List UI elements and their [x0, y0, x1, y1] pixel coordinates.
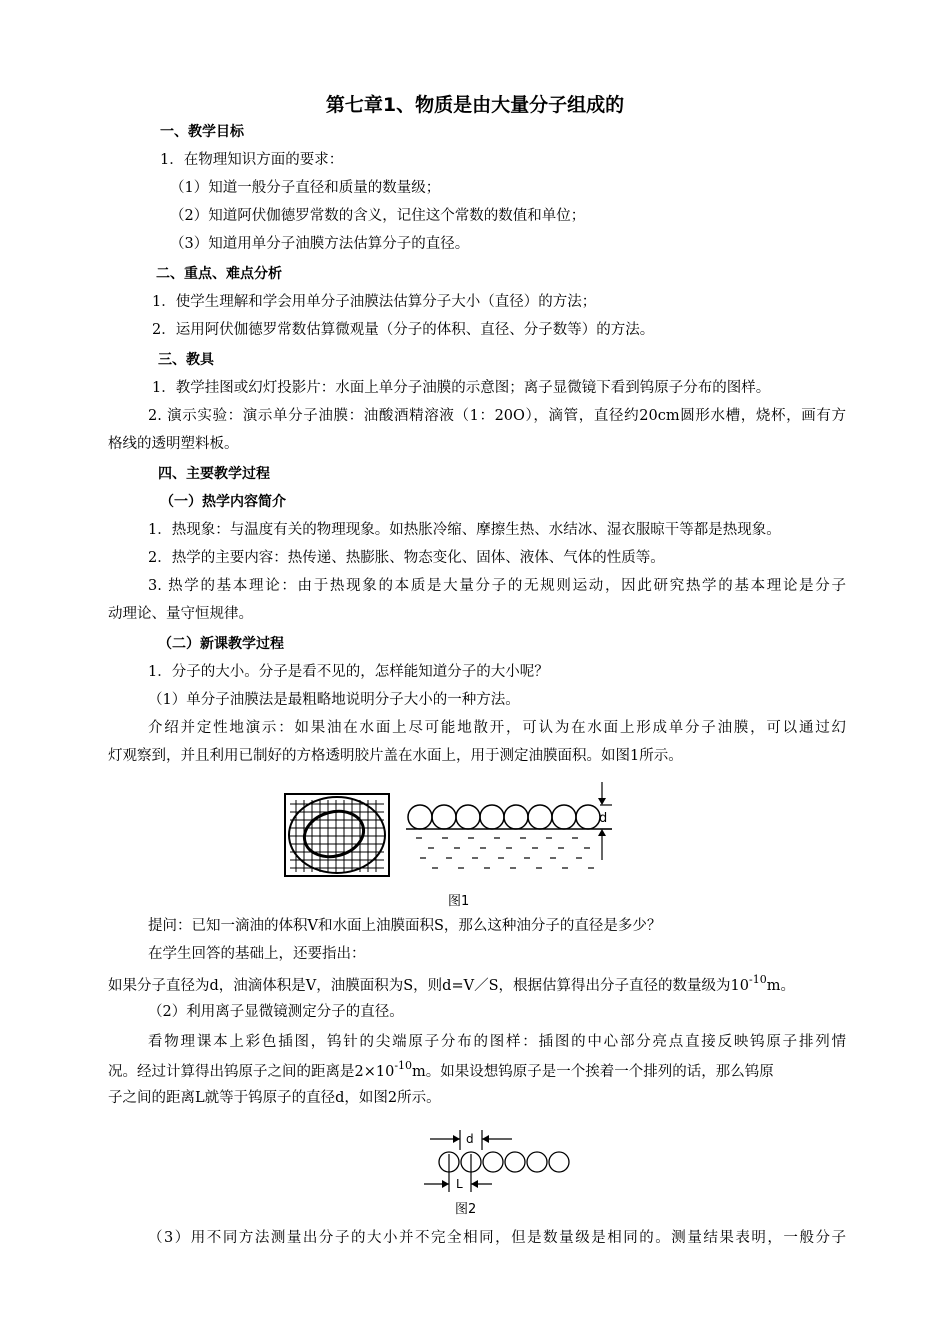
figure-2-caption: 图2	[455, 1202, 477, 1217]
fig1-oil-patch	[299, 805, 368, 863]
lesson-p1: 1．分子的大小。分子是看不见的，怎样能知道分子的大小呢？	[148, 664, 549, 680]
lesson-p6	[108, 973, 850, 996]
fig1-water-dashes	[416, 838, 594, 868]
lesson-p8-exponent: -10	[394, 1059, 413, 1072]
tools-item-1: 1．教学挂图或幻灯投影片：水面上单分子油膜的示意图；离子显微镜下看到钨原子分布的图样。	[152, 380, 771, 396]
keypoint-item-1: 1．使学生理解和学会用单分子油膜法估算分子大小（直径）的方法；	[152, 294, 597, 310]
fig1-label-d: d	[599, 811, 608, 826]
fig2-l-arrow-right	[442, 1180, 449, 1188]
lesson-p8-text: 况。经过计算得出钨原子之间的距离是2×10	[108, 1064, 395, 1080]
section-heading-goals: 一、教学目标	[160, 124, 244, 140]
keypoint-item-2: 2．运用阿伏伽德罗常数估算微观量（分子的体积、直径、分子数等）的方法。	[152, 322, 655, 338]
thermal-item-3-line2: 动理论、量守恒规律。	[108, 606, 253, 622]
section-heading-keypoints: 二、重点、难点分析	[156, 266, 282, 282]
fig2-atoms	[439, 1152, 569, 1172]
thermal-item-1: 1．热现象：与温度有关的物理现象。如热胀冷缩、摩擦生热、水结冰、湿衣服晾干等都是热现象。	[148, 522, 781, 538]
figure-1-caption: 图1	[448, 894, 470, 909]
section-heading-process: 四、主要教学过程	[158, 466, 270, 482]
fig1-molecules	[408, 805, 600, 829]
page-title: 第七章1、物质是由大量分子组成的	[325, 94, 625, 116]
lesson-p8-line3: 子之间的距离L就等于钨原子的直径d，如图2所示。	[108, 1090, 441, 1106]
lesson-p5: 在学生回答的基础上，还要指出：	[148, 946, 366, 962]
figure-1-oil-film-diagram	[282, 776, 612, 882]
tools-item-2-line1: 2. 演示实验：演示单分子油膜：油酸酒精溶液（1：20O），滴管，直径约20cm圆形水槽，烧杯，画有方	[148, 408, 846, 424]
fig2-l-arrow-left	[471, 1180, 478, 1188]
lesson-p3-line1: 介绍并定性地演示：如果油在水面上尽可能地散开，可认为在水面上形成单分子油膜，可以通过幻	[148, 720, 846, 736]
lesson-p3-line2: 灯观察到，并且利用已制好的方格透明胶片盖在水面上，用于测定油膜面积。如图1所示。	[108, 748, 683, 764]
thermal-item-3-line1: 3. 热学的基本理论：由于热现象的本质是大量分子的无规则运动，因此研究热学的基本理论是分子	[148, 578, 846, 594]
fig2-label-d: d	[466, 1132, 474, 1146]
subsection-heading-newlesson: （二）新课教学过程	[158, 636, 284, 652]
lesson-p2: （1）单分子油膜法是最粗略地说明分子大小的一种方法。	[148, 692, 520, 708]
fig2-arrow-left	[482, 1135, 489, 1143]
lesson-p4: 提问：已知一滴油的体积V和水面上油膜面积S，那么这种油分子的直径是多少？	[148, 918, 662, 934]
fig2-arrow-right	[453, 1135, 460, 1143]
lesson-p6-exponent: -10	[748, 973, 767, 986]
thermal-item-2: 2．热学的主要内容：热传递、热膨胀、物态变化、固体、液体、气体的性质等。	[148, 550, 665, 566]
goal-sub-2: （2）知道阿伏伽德罗常数的含义，记住这个常数的数值和单位；	[170, 208, 586, 224]
lesson-p8-line1: 看物理课本上彩色插图，钨针的尖端原子分布的图样：插图的中心部分亮点直接反映钨原子排列情	[148, 1034, 846, 1050]
lesson-p7: （2）利用离子显微镜测定分子的直径。	[148, 1004, 404, 1020]
fig1-frame	[285, 794, 389, 876]
section-heading-tools: 三、教具	[158, 352, 214, 368]
fig2-label-l: L	[456, 1177, 463, 1191]
goal-sub-3: （3）知道用单分子油膜方法估算分子的直径。	[170, 236, 470, 252]
fig1-arrow-down	[598, 798, 606, 805]
figure-2-atom-spacing-diagram	[420, 1126, 570, 1196]
lesson-p8-rest: m。如果设想钨原子是一个挨着一个排列的话，那么钨原	[412, 1064, 774, 1080]
lesson-p6-unit: m。	[766, 978, 795, 994]
tools-item-2-line2: 格线的透明塑料板。	[108, 436, 239, 452]
lesson-p6-text: 如果分子直径为d，油滴体积是V，油膜面积为S，则d=V／S，根据估算得出分子直径的数量级为10	[108, 978, 749, 994]
subsection-heading-thermal: （一）热学内容简介	[160, 494, 286, 510]
lesson-p8-line2	[108, 1059, 848, 1082]
fig1-arrow-up	[598, 829, 606, 836]
goal-item-1: 1．在物理知识方面的要求：	[160, 152, 344, 168]
lesson-p9: （3）用不同方法测量出分子的大小并不完全相同，但是数量级是相同的。测量结果表明，一般分子	[148, 1230, 846, 1246]
goal-sub-1: （1）知道一般分子直径和质量的数量级；	[170, 180, 441, 196]
